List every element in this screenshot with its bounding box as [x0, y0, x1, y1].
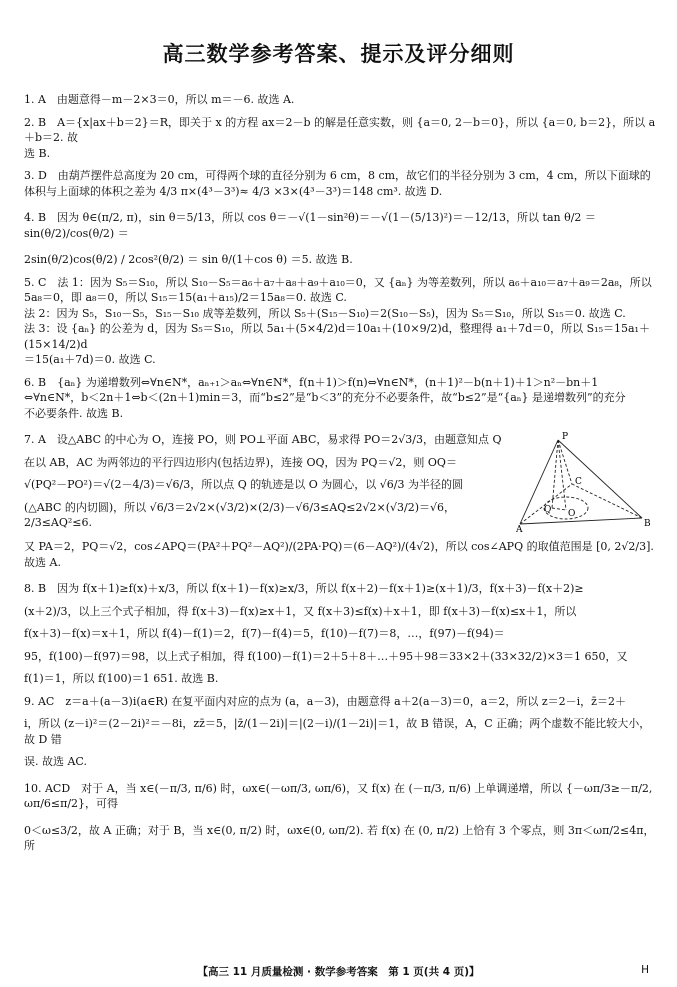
text-line: 不必要条件. 故选 B. [24, 406, 124, 420]
text-line: ＝15(a₁＋7d)＝0. 故选 C. [24, 353, 156, 366]
text-line: f(1)＝1，所以 f(100)＝1 651. 故选 B. [24, 672, 219, 685]
text-line: 体积与上面球的体积之差为 4/3 π×(4³－3³)≈ 4/3 ×3×(4³－3³)＝148 cm³. 故选 D. [24, 184, 443, 198]
answer-q5 [24, 275, 656, 368]
text-line: 9. AC z＝a＋(a－3)i(a∈R) 在复平面内对应的点为 (a，a－3)，由题意得 a＋2(a－3)＝0，a＝2，所以 z＝2－i，z̄＝2＋ [24, 694, 626, 708]
text-line: 法 3：设 {aₙ} 的公差为 d，因为 S₅＝S₁₀，所以 5a₁＋(5×4/2)d＝10a₁＋(10×9/2)d，整理得 a₁＋7d＝0，所以 S₁₅＝15a₁＋(15×14/2)d [24, 322, 650, 351]
text-line: 3. D 由葫芦摆件总高度为 20 cm，可得两个球的直径分别为 6 cm，8 cm，故它们的半径分别为 3 cm，4 cm，所以下面球的 [24, 169, 651, 182]
answer-q1 [24, 92, 656, 108]
text-line: (△ABC 的内切圆)，所以 √6/3＝2√2×(√3/2)×(2/3)－√6/3≤AQ≤2√2×(√3/2)＝√6，2/3≤AQ²≤6. [24, 500, 456, 529]
figure-label-a: A [516, 525, 523, 532]
text-line: 8. B 因为 f(x＋1)≥f(x)＋x/3，所以 f(x＋1)－f(x)≥x/3，所以 f(x＋2)－f(x＋1)≥(x＋1)/3，f(x＋3)－f(x＋2)≥ [24, 582, 584, 595]
answer-q2 [24, 115, 656, 162]
answer-q9 [24, 694, 656, 770]
figure-label-b: B [644, 519, 651, 529]
text-line: 法 2：因为 S₅，S₁₀－S₅，S₁₅－S₁₀ 成等差数列，所以 S₅＋(S₁₅－S₁₀)＝2(S₁₀－S₅)，因为 S₅＝S₁₀，所以 S₁₅＝0. 故选 C. [24, 306, 626, 320]
text-line: 4. B 因为 θ∈(π/2, π)，sin θ＝5/13，所以 cos θ＝－√(1－sin²θ)＝－√(1－(5/13)²)＝－12/13，所以 tan θ/2 ＝ sin(θ/2)/cos(θ/2) ＝ [24, 211, 596, 240]
text-line: 又 PA＝2，PQ＝√2，cos∠APQ＝(PA²＋PQ²－AQ²)/(2PA·PQ)＝(6－AQ²)/(4√2)，所以 cos∠APQ 的取值范围是 [0, 2√2/3]. 故选 A. [24, 540, 654, 569]
text-line: 5. C 法 1：因为 S₅＝S₁₀，所以 S₁₀－S₅＝a₆＋a₇＋a₈＋a₉＋a₁₀＝0，又 {aₙ} 为等差数列，所以 a₆＋a₁₀＝a₇＋a₉＝2a₈，所以 [24, 275, 652, 289]
figure-label-p: P [562, 432, 569, 442]
text-line: 误. 故选 AC. [24, 755, 87, 768]
answer-q6 [24, 375, 656, 422]
text-line: 95，f(100)－f(97)＝98，以上式子相加，得 f(100)－f(1)＝2＋5＋8＋…＋95＋98＝33×2＋(33×32/2)×3＝1 650，又 [24, 649, 628, 663]
text-line: 6. B {aₙ} 为递增数列⇔∀n∈N*，aₙ₊₁＞aₙ⇔∀n∈N*，f(n＋1)＞f(n)⇔∀n∈N*，(n＋1)²－b(n＋1)＋1＞n²－bn＋1 [24, 375, 599, 389]
text-line: 1. A 由题意得－m－2×3＝0，所以 m＝－6. 故选 A. [24, 93, 295, 106]
text-line: 5a₈＝0，即 a₈＝0，所以 S₁₅＝15(a₁＋a₁₅)/2＝15a₈＝0. 故选 C. [24, 291, 347, 304]
figure-label-o: O [568, 509, 576, 519]
figure-label-c: C [575, 477, 582, 487]
footer-tag: H [641, 964, 649, 976]
text-line: (x＋2)/3，以上三个式子相加，得 f(x＋3)－f(x)≥x＋1，又 f(x＋3)≤f(x)＋x＋1，即 f(x＋3)－f(x)≤x＋1，所以 [24, 604, 577, 618]
text-line: 10. ACD 对于 A，当 x∈(－π/3, π/6) 时，ωx∈(－ωπ/3, ωπ/6)，又 f(x) 在 (－π/3, π/6) 上单调递增，所以 {－ωπ/3≥－π/2, ωπ/6≤π/2}，可得 [24, 781, 653, 810]
answer-q8 [24, 581, 656, 687]
figure-label-q: Q [544, 505, 552, 515]
text-line: 2sin(θ/2)cos(θ/2) / 2cos²(θ/2) ＝ sin θ/(1＋cos θ) ＝5. 故选 B. [24, 253, 353, 266]
text-line: 7. A 设△ABC 的中心为 O，连接 PO，则 PO⊥平面 ABC，易求得 PO＝2√3/3，由题意知点 Q [24, 433, 502, 446]
answer-body [24, 92, 656, 854]
text-line: 0＜ω≤3/2，故 A 正确；对于 B，当 x∈(0, π/2) 时，ωx∈(0, ωπ/2). 若 f(x) 在 (0, π/2) 上恰有 3 个零点，则 3π＜ωπ/2≤4π，所 [24, 823, 655, 852]
text-line: 在以 AB，AC 为两邻边的平行四边形内(包括边界)，连接 OQ，因为 PQ＝√2，则 OQ＝ [24, 455, 457, 469]
answer-q3 [24, 168, 656, 199]
text-line: ⇔∀n∈N*，b＜2n＋1⇔b＜(2n＋1)min＝3，而“b≤2”是“b＜3”的充分不必要条件，故“b≤2”是“{aₙ} 是递增数列”的充分 [24, 391, 626, 404]
text-line: √(PQ²－PO²)＝√(2－4/3)＝√6/3，所以点 Q 的轨迹是以 O 为圆心，以 √6/3 为半径的圆 [24, 478, 463, 491]
text-line: f(x＋3)－f(x)＝x＋1，所以 f(4)－f(1)＝2，f(7)－f(4)＝5，f(10)－f(7)＝8，…，f(97)－f(94)＝ [24, 627, 505, 640]
page-title: 高三数学参考答案、提示及评分细则 [162, 42, 515, 66]
answer-q4 [24, 210, 656, 268]
text-line: i，所以 (z－i)²＝(2－2i)²＝－8i，zz̄＝5，|z̄/(1－2i)|＝|(2－i)/(1－2i)|＝1，故 B 错误，A，C 正确；两个虚数不能比较大小，故 D 错 [24, 717, 651, 746]
pyramid-figure [516, 432, 656, 532]
text-line: 选 B. [24, 146, 51, 160]
answer-q10 [24, 781, 656, 854]
page-footer: 【高三 11 月质量检测 · 数学参考答案 第 1 页(共 4 页)】 [197, 966, 480, 978]
text-line: 2. B A＝{x|ax＋b＝2}＝R，即关于 x 的方程 ax＝2－b 的解是任意实数，则 {a＝0, 2－b＝0}，所以 {a＝0, b＝2}，所以 a＋b＝2. 故 [24, 115, 656, 144]
answer-q7 [24, 432, 656, 570]
